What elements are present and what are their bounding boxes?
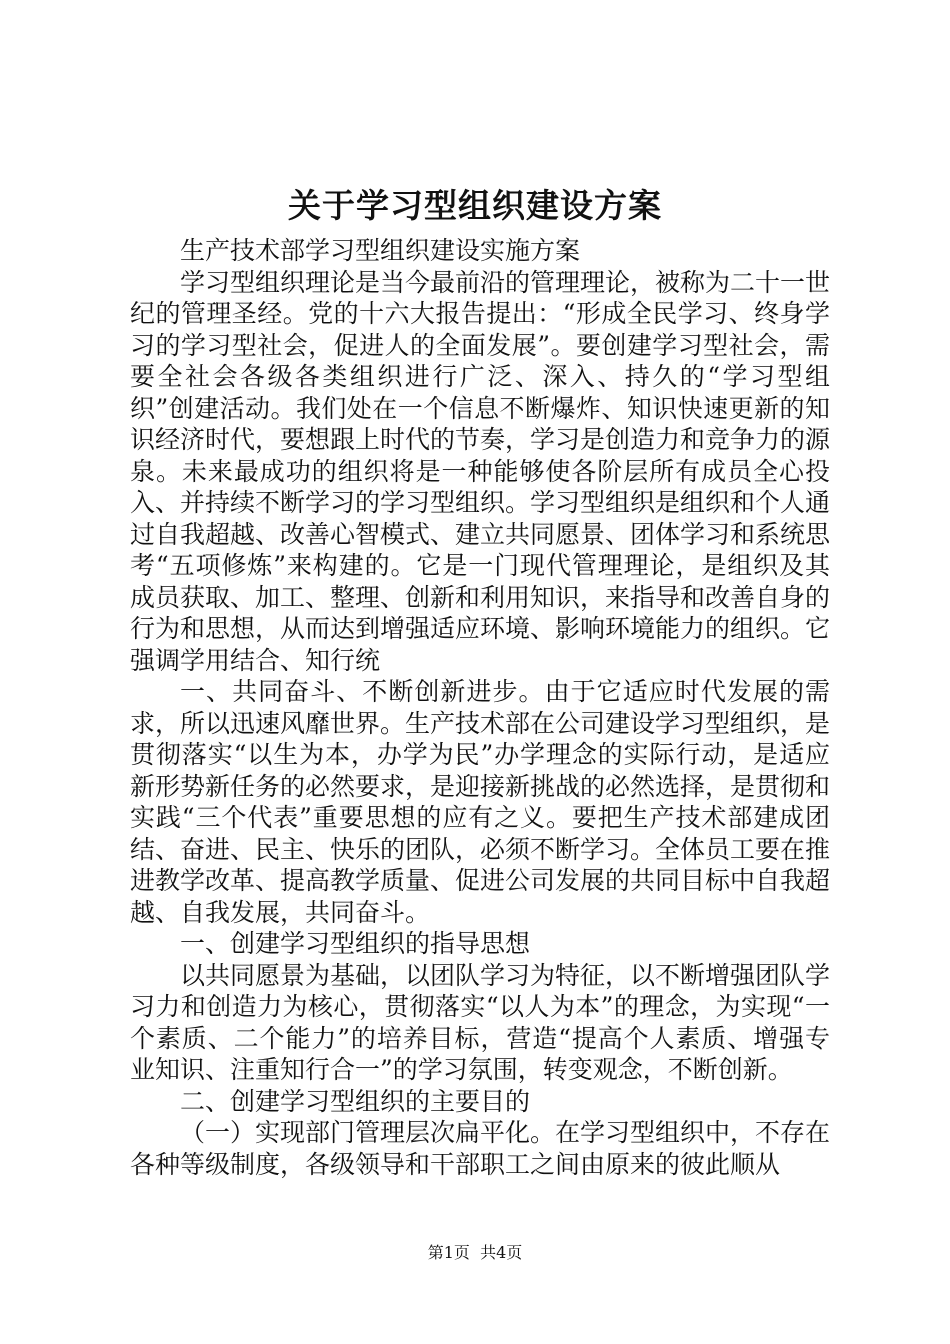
page-total: 共4页 xyxy=(480,1243,523,1262)
paragraph-flat-management: （一）实现部门管理层次扁平化。在学习型组织中，不存在各种等级制度，各级领导和干部职工之间由原来的彼此顺从 xyxy=(130,1118,831,1179)
paragraph-subtitle: 生产技术部学习型组织建设实施方案 xyxy=(180,236,581,265)
paragraph-common-struggle: 一、共同奋斗、不断创新进步。由于它适应时代发展的需求，所以迅速风靡世界。生产技术部在公司建设学习型组织，是贯彻落实“以生为本，办学为民”办学理念的实际行动，是适应新形势新任务的必然要求，是迎接新挑战的必然选择，是贯彻和实践“三个代表”重要思想的应有之义。要把生产技术部建成团结、奋进、民主、快乐的团队，必须不断学习。全体员工要在推进教学改革、提高教学质量、促进公司发展的共同目标中自我超越、自我发展，共同奋斗。 xyxy=(130,677,831,927)
page-number: 第1页 xyxy=(427,1243,470,1262)
paragraph-intro: 学习型组织理论是当今最前沿的管理理论，被称为二十一世纪的管理圣经。党的十六大报告提出：“形成全民学习、终身学习的学习型社会，促进人的全面发展”。要创建学习型社会，需要全社会各级各类组织进行广泛、深入、持久的“学习型组织”创建活动。我们处在一个信息不断爆炸、知识快速更新的知识经济时代，要想跟上时代的节奏，学习是创造力和竞争力的源泉。未来最成功的组织将是一种能够使各阶层所有成员全心投入、并持续不断学习的学习型组织。学习型组织是组织和个人通过自我超越、改善心智模式、建立共同愿景、团体学习和系统思考“五项修炼”来构建的。它是一门现代管理理论，是组织及其成员获取、加工、整理、创新和利用知识，来指导和改善自身的行为和思想，从而达到增强适应环境、影响环境能力的组织。它强调学用结合、知行统 xyxy=(130,267,831,675)
section-heading-main-purpose: 二、创建学习型组织的主要目的 xyxy=(180,1086,531,1116)
document-title: 关于学习型组织建设方案 xyxy=(288,186,662,225)
section-heading-guiding-thought: 一、创建学习型组织的指导思想 xyxy=(180,929,531,958)
document-body xyxy=(130,235,830,1180)
page-footer xyxy=(0,1243,950,1263)
paragraph-guiding-thought: 以共同愿景为基础，以团队学习为特征，以不断增强团队学习力和创造力为核心，贯彻落实“以人为本”的理念，为实现“一个素质、二个能力”的培养目标，营造“提高个人素质、增强专业知识、注重知行合一”的学习氛围，转变观念，不断创新。 xyxy=(130,960,831,1084)
